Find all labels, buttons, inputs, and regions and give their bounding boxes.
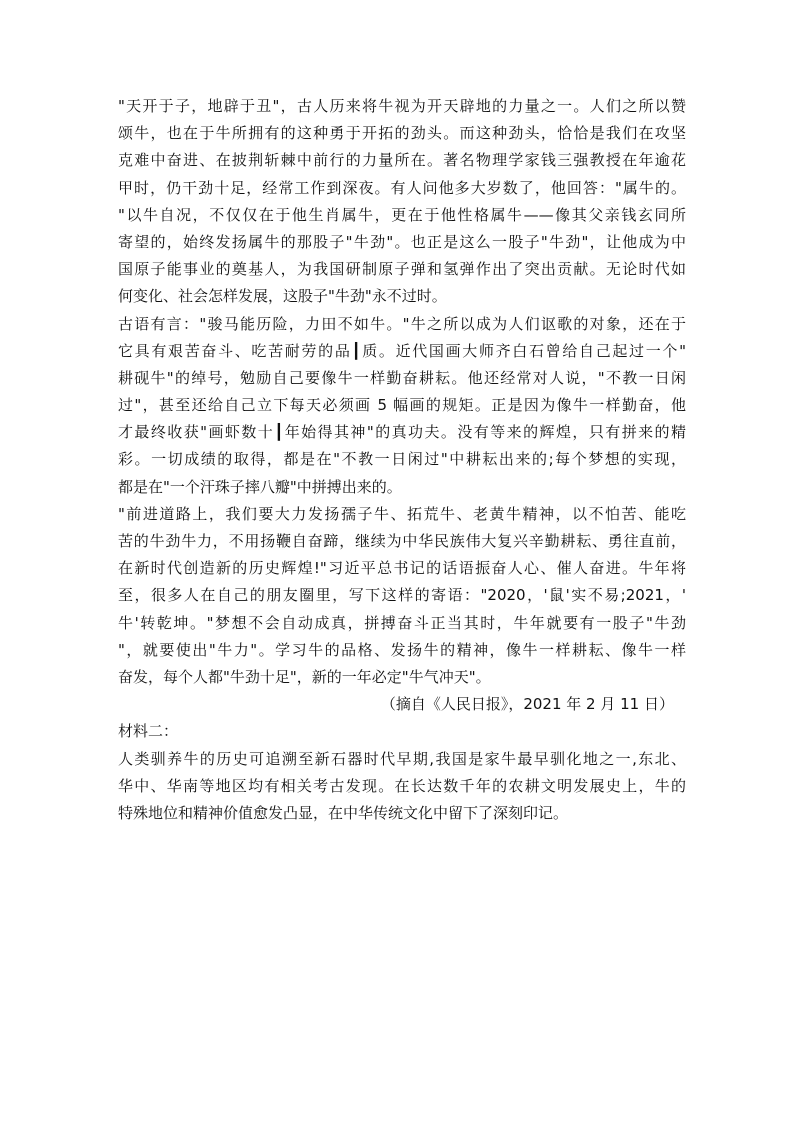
text-line: 在新时代创造新的历史辉煌!"习近平总书记的话语振奋人心、催人奋进。牛年将 [118,559,686,578]
text-line: 耕砚牛"的绰号，勉励自己要像牛一样勤奋耕耘。他还经常对人说，"不教一日闲 [118,368,686,387]
text-line: 特殊地位和精神价值愈发凸显，在中华传统文化中留下了深刻印记。 [118,803,569,822]
text-line: 牛'转乾坤。"梦想不会自动成真，拼搏奋斗正当其时，牛年就要有一股子"牛劲 [118,613,686,632]
text-line: 才最终收获"画虾数十┃年始得其神"的真功夫。没有等来的辉煌，只有拼来的精 [118,423,686,442]
text-line: 甲时，仍干劲十足，经常工作到深夜。有人问他多大岁数了，他回答："属牛的。 [118,178,686,197]
text-line: 古语有言："骏马能历险，力田不如牛。"牛之所以成为人们讴歌的对象，还在于 [118,314,686,333]
text-line: 都是在"一个汗珠子摔八瓣"中拼搏出来的。 [118,477,402,496]
text-line: "，就要使出"牛力"。学习牛的品格、发扬牛的精神，像牛一样耕耘、像牛一样 [118,640,686,659]
text-line: 苦的牛劲牛力，不用扬鞭自奋蹄，继续为中华民族伟大复兴辛勤耕耘、勇往直前， [118,532,686,550]
text-line: "天开于子，地辟于丑"，古人历来将牛视为开天辟地的力量之一。人们之所以赞 [118,97,686,115]
text-line: 奋发，每个人都"牛劲十足"，新的一年必定"牛气冲天"。 [118,667,491,686]
text-line: 国原子能事业的奠基人，为我国研制原子弹和氢弹作出了突出贡献。无论时代如 [118,260,686,279]
text-line: 克难中奋进、在披荆斩棘中前行的力量所在。著名物理学家钱三强教授在年逾花 [118,151,686,170]
text-line: 至，很多人在自己的朋友圈里，写下这样的寄语："2020，'鼠'实不易;2021，' [118,586,686,605]
text-line: "前进道路上，我们要大力发扬孺子牛、拓荒牛、老黄牛精神，以不怕苦、能吃 [118,504,686,523]
text-line: 寄望的，始终发扬属牛的那股子"牛劲"。也正是这么一股子"牛劲"，让他成为中 [118,232,686,251]
article-text [118,93,686,827]
text-line: 它具有艰苦奋斗、吃苦耐劳的品┃质。近代国画大师齐白石曾给自己起过一个" [118,341,686,360]
text-line: 何变化、社会怎样发展，这股子"牛劲"永不过时。 [118,287,447,306]
text-line: 人类驯养牛的历史可追溯至新石器时代早期,我国是家牛最早驯化地之一,东北、 [118,749,686,768]
text-line: 颂牛，也在于牛所拥有的这种勇于开拓的劲头。而这种劲头，恰恰是我们在攻坚 [118,124,686,143]
text-line: 彩。一切成绩的取得，都是在"不教一日闲过"中耕耘出来的;每个梦想的实现， [118,450,686,469]
text-line: 过"，甚至还给自己立下每天必须画 5 幅画的规矩。正是因为像牛一样勤奋，他 [118,396,686,415]
text-line: 材料二： [118,722,179,741]
source-citation: （摘自《人民日报》，2021 年 2 月 11 日） [380,695,674,714]
text-line: 华中、华南等地区均有相关考古发现。在长达数千年的农耕文明发展史上，牛的 [118,776,686,795]
text-line: "以牛自况，不仅仅在于他生肖属牛，更在于他性格属牛——像其父亲钱玄同所 [118,205,686,224]
